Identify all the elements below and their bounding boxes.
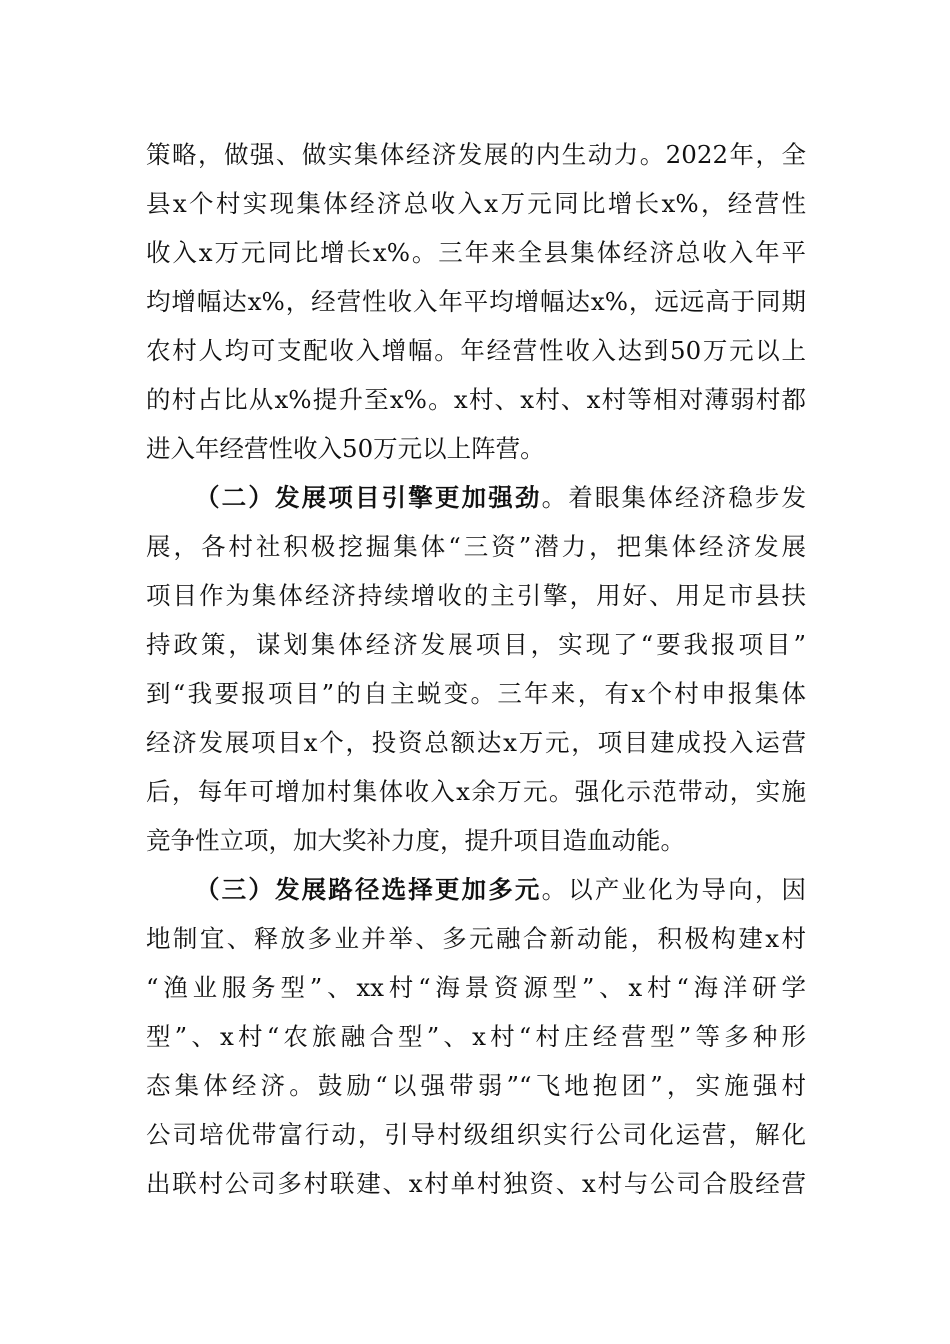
- text-line: 到“我要报项目”的自主蜕变。三年来，有x个村申报集体: [146, 679, 806, 708]
- text-line: 经济发展项目x个，投资总额达x万元，项目建成投入运营: [146, 728, 806, 757]
- text-line: 进入年经营性收入50万元以上阵营。: [146, 434, 545, 463]
- text-line: 的村占比从x%提升至x%。x村、x村、x村等相对薄弱村都: [146, 385, 806, 414]
- section-heading: （三）发展路径选择更加多元: [195, 875, 542, 904]
- text-line: 地制宜、释放多业并举、多元融合新动能，积极构建x村: [146, 924, 806, 953]
- text-line: 项目作为集体经济持续增收的主引擎，用好、用足市县扶: [146, 581, 806, 610]
- text-line: 农村人均可支配收入增幅。年经营性收入达到50万元以上: [146, 336, 806, 365]
- text-line: 态集体经济。鼓励“以强带弱”“飞地抱团”，实施强村: [146, 1071, 806, 1100]
- paragraph-development-paths: [146, 865, 806, 1208]
- document-body: [146, 130, 806, 1208]
- paragraph-project-engine: [146, 473, 806, 865]
- text-line: [146, 865, 806, 914]
- text-line: 县x个村实现集体经济总收入x万元同比增长x%，经营性: [146, 189, 806, 218]
- text-line: 展，各村社积极挖掘集体“三资”潜力，把集体经济发展: [146, 532, 806, 561]
- text-line: 型”、x村“农旅融合型”、x村“村庄经营型”等多种形: [146, 1022, 806, 1051]
- text-segment: 。着眼集体经济稳步发: [541, 483, 807, 512]
- section-heading: （二）发展项目引擎更加强劲: [195, 483, 542, 512]
- text-line: 公司培优带富行动，引导村级组织实行公司化运营，解化: [146, 1120, 806, 1149]
- text-line: 出联村公司多村联建、x村单村独资、x村与公司合股经营: [146, 1169, 806, 1198]
- text-line: “渔业服务型”、xx村“海景资源型”、x村“海洋研学: [146, 973, 806, 1002]
- text-segment: 。以产业化为导向，因: [541, 875, 807, 904]
- text-line: 均增幅达x%，经营性收入年平均增幅达x%，远远高于同期: [146, 287, 806, 316]
- text-line: 后，每年可增加村集体收入x余万元。强化示范带动，实施: [146, 777, 806, 806]
- text-line: 收入x万元同比增长x%。三年来全县集体经济总收入年平: [146, 238, 806, 267]
- text-line: [146, 473, 806, 522]
- text-line: 竞争性立项，加大奖补力度，提升项目造血动能。: [146, 826, 685, 855]
- paragraph-collective-income: [146, 130, 806, 473]
- text-line: 持政策，谋划集体经济发展项目，实现了“要我报项目”: [146, 630, 806, 659]
- text-line: 策略，做强、做实集体经济发展的内生动力。2022年，全: [146, 140, 806, 169]
